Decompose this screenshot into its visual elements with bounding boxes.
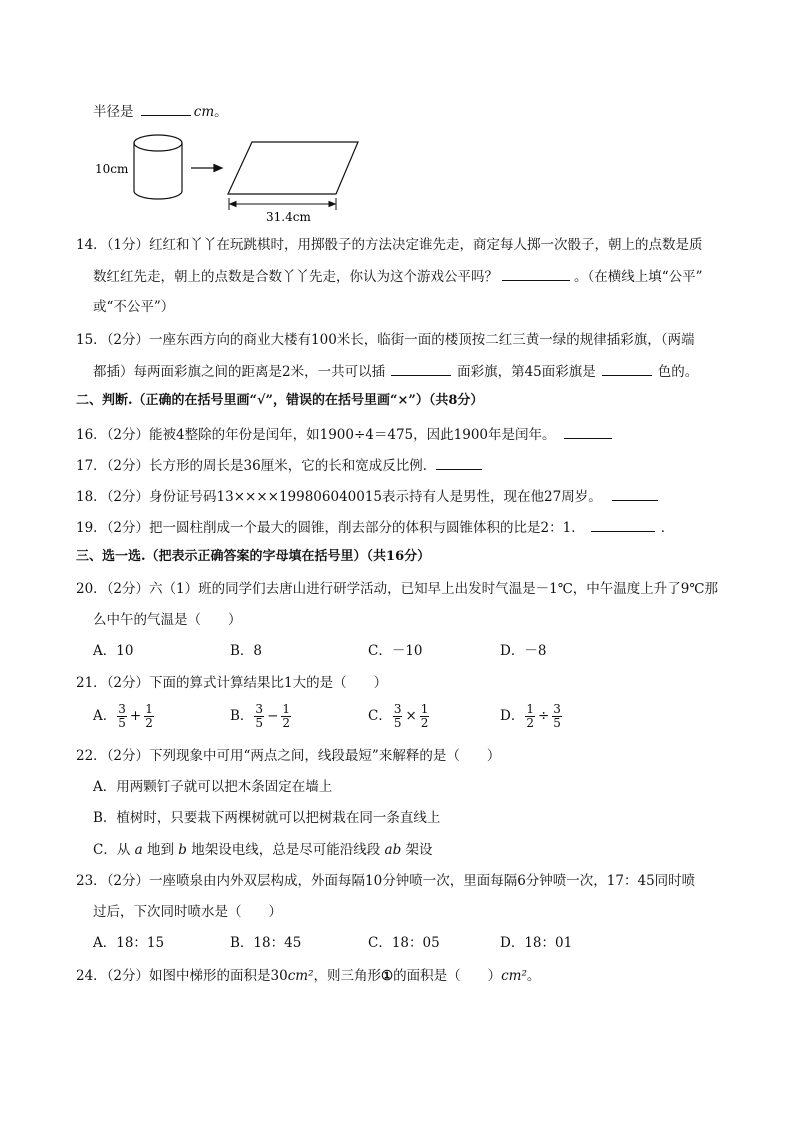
option-text: 地架设电线，总是尽可能沿线段: [191, 842, 381, 858]
q21-line: [76, 673, 387, 693]
fraction: [117, 703, 127, 730]
q14-line3: [93, 297, 174, 317]
q14-answer-blank[interactable]: [502, 266, 570, 281]
fraction: [552, 703, 562, 730]
q18-answer-blank[interactable]: [612, 486, 658, 501]
numerator: 3: [255, 702, 264, 716]
q24-unit-2: cm²: [501, 968, 527, 984]
option-label: C．: [368, 708, 392, 724]
denominator: 2: [420, 716, 429, 730]
q17-line: [76, 455, 482, 476]
variable: a: [134, 842, 143, 858]
q19-answer-blank[interactable]: [591, 517, 655, 532]
q15-number: 15．: [76, 332, 107, 348]
width-dimension-line: [229, 198, 336, 210]
option-label: A．: [93, 708, 117, 724]
numerator: 1: [420, 702, 429, 716]
section-3-heading: 三、选一选.（把表示正确答案的字母填在括号里）（共16分）: [76, 549, 431, 564]
numerator: 1: [526, 702, 534, 716]
numerator: 1: [282, 702, 291, 716]
denominator: 5: [118, 716, 126, 730]
q20-option-d[interactable]: D．－8: [500, 643, 547, 659]
q22-option-a[interactable]: A．用两颗钉子就可以把木条固定在墙上: [93, 779, 333, 795]
q22-option-c[interactable]: [93, 840, 433, 860]
q23-number: 23．: [76, 873, 107, 889]
q18-line: [76, 486, 658, 507]
q15-score: （2分）: [106, 332, 150, 348]
q19-score: （2分）: [106, 520, 150, 536]
q17-answer-blank[interactable]: [436, 455, 482, 470]
q22-score: （2分）: [106, 748, 150, 764]
fraction: [420, 703, 430, 730]
q15-answer-blank-2[interactable]: [602, 361, 652, 376]
q14-text-4: 或“不公平”）: [93, 299, 175, 315]
numerator: 1: [145, 702, 153, 716]
q14-text-1: 红红和丫丫在玩跳棋时，用掷骰子的方法决定谁先走，商定每人掷一次骰子，朝上的点数是质: [149, 237, 703, 253]
q13-tail-line: [93, 101, 228, 122]
q23-option-b[interactable]: B．18：45: [230, 935, 302, 951]
q21-text: 下面的算式计算结果比1大的是（ ）: [149, 675, 388, 691]
circled-number-icon: ①: [381, 968, 394, 984]
q23-text-1: 一座喷泉由内外双层构成，外面每隔10分钟喷一次，里面每隔6分钟喷一次，17：45同时喷: [149, 873, 696, 889]
option-label: D．: [500, 708, 525, 724]
q24-text-2: ，则三角形: [313, 968, 381, 984]
operator: +: [129, 708, 142, 724]
q15-text-1: 一座东西方向的商业大楼有100米长，临街一面的楼顶按二红三黄一绿的规律插彩旗，（两端: [149, 332, 695, 348]
q20-line2: 么中午的气温是（ ）: [93, 612, 242, 628]
q20-text-1: 六（1）班的同学们去唐山进行研学活动，已知早上出发时气温是－1℃，中午温度上升了9℃那: [149, 581, 719, 597]
denominator: 5: [255, 716, 264, 730]
q22-line: [76, 746, 500, 766]
q13-unit: cm: [193, 104, 215, 120]
q24-text-4: 。: [526, 968, 541, 984]
fraction: [393, 703, 403, 730]
option-text: C．从: [93, 842, 131, 858]
variable: b: [178, 842, 187, 858]
q14-text-2: 数红红先走，朝上的点数是合数丫丫先走，你认为这个游戏公平吗？: [93, 269, 498, 285]
q24-line: [76, 966, 540, 986]
q22-option-b[interactable]: B．植树时，只要栽下两棵树就可以把树栽在同一条直线上: [93, 810, 441, 826]
q20-option-a[interactable]: A．10: [93, 643, 134, 659]
q13-answer-blank[interactable]: [141, 101, 191, 116]
fraction: [254, 703, 264, 730]
q21-number: 21．: [76, 675, 107, 691]
q24-unit: cm²: [287, 968, 314, 984]
denominator: 2: [145, 716, 153, 730]
q23-line2: 过后，下次同时喷水是（ ）: [93, 904, 282, 920]
q16-line: [76, 424, 612, 445]
q23-option-d[interactable]: D．18：01: [500, 935, 573, 951]
variable: ab: [384, 842, 402, 858]
q23-score: （2分）: [106, 873, 150, 889]
denominator: 2: [282, 716, 291, 730]
q20-line1: [76, 579, 718, 599]
denominator: 5: [553, 716, 561, 730]
cylinder-shape: [134, 135, 182, 199]
q15-answer-blank-1[interactable]: [391, 361, 451, 376]
q14-line2: [93, 266, 703, 287]
q24-text-1: 如图中梯形的面积是30: [149, 968, 288, 984]
q24-number: 24．: [76, 968, 107, 984]
q22-number: 22．: [76, 748, 107, 764]
q20-number: 20．: [76, 581, 107, 597]
fraction: [525, 703, 535, 730]
right-arrow-icon: [191, 165, 222, 172]
q15-line1: [76, 330, 695, 350]
q23-option-a[interactable]: A．18：15: [93, 935, 165, 951]
q14-score: （1分）: [106, 237, 150, 253]
fraction: [144, 703, 154, 730]
operator: ×: [405, 708, 417, 724]
q24-text-3: 的面积是（ ）: [393, 968, 502, 984]
q21-option-b[interactable]: [230, 703, 292, 730]
q24-score: （2分）: [106, 968, 150, 984]
q21-option-a[interactable]: [93, 703, 155, 730]
q18-score: （2分）: [106, 489, 150, 505]
q18-text: 身份证号码13××××199806040015表示持有人是男性，现在他27周岁。: [149, 489, 602, 505]
q13-prefix: 半径是: [93, 104, 134, 120]
q22-text: 下列现象中可用“两点之间，线段最短”来解释的是（ ）: [149, 748, 501, 764]
q19-text: 把一圆柱削成一个最大的圆锥，削去部分的体积与圆锥体积的比是2：1．: [149, 520, 585, 536]
cylinder-unroll-figure: [90, 128, 360, 224]
numerator: 3: [553, 702, 561, 716]
denominator: 2: [526, 716, 534, 730]
q17-text: 长方形的周长是36厘米，它的长和宽成反比例．: [149, 458, 437, 474]
q15-text-3: 面彩旗，第45面彩旗是: [457, 364, 596, 380]
q15-text-4: 色的。: [657, 364, 699, 380]
q15-text-2: 都插）每两面彩旗之间的距离是2米，一共可以插: [93, 364, 386, 380]
option-text: 架设: [405, 842, 433, 858]
fraction: [281, 703, 291, 730]
q15-line2: [93, 361, 698, 382]
q19-line: [76, 517, 674, 538]
q20-score: （2分）: [106, 581, 150, 597]
q20-option-b[interactable]: B．8: [230, 643, 263, 659]
denominator: 5: [393, 716, 402, 730]
q16-number: 16．: [76, 427, 107, 443]
q17-number: 17．: [76, 458, 107, 474]
q18-number: 18．: [76, 489, 107, 505]
option-label: B．: [230, 708, 254, 724]
q21-option-c[interactable]: [368, 703, 430, 730]
q17-score: （2分）: [106, 458, 150, 474]
q19-number: 19．: [76, 520, 107, 536]
option-text: 地到: [147, 842, 174, 858]
q14-number: 14．: [76, 237, 107, 253]
operator: ÷: [537, 708, 550, 724]
operator: −: [267, 708, 279, 724]
q16-answer-blank[interactable]: [564, 424, 612, 439]
q21-score: （2分）: [106, 675, 150, 691]
numerator: 3: [118, 702, 126, 716]
q23-option-c[interactable]: C．18：05: [368, 935, 440, 951]
q14-line1: [76, 235, 703, 255]
q13-suffix: 。: [214, 104, 228, 120]
q16-score: （2分）: [106, 427, 150, 443]
section-2-heading: 二、判断.（正确的在括号里画“√”，错误的在括号里画“×”）（共8分）: [76, 393, 484, 408]
figure-width-label: 31.4cm: [266, 210, 311, 224]
q19-end: ．: [660, 520, 675, 536]
parallelogram-shape: [228, 142, 358, 194]
numerator: 3: [393, 702, 402, 716]
figure-height-label: 10cm: [95, 162, 129, 176]
q16-text: 能被4整除的年份是闰年，如1900÷4＝475，因此1900年是闰年。: [149, 427, 556, 443]
q21-option-d[interactable]: [500, 703, 563, 730]
q20-option-c[interactable]: C．－10: [368, 643, 423, 659]
q14-text-3: 。（在横线上填“公平”: [574, 269, 703, 285]
q23-line1: [76, 871, 695, 891]
